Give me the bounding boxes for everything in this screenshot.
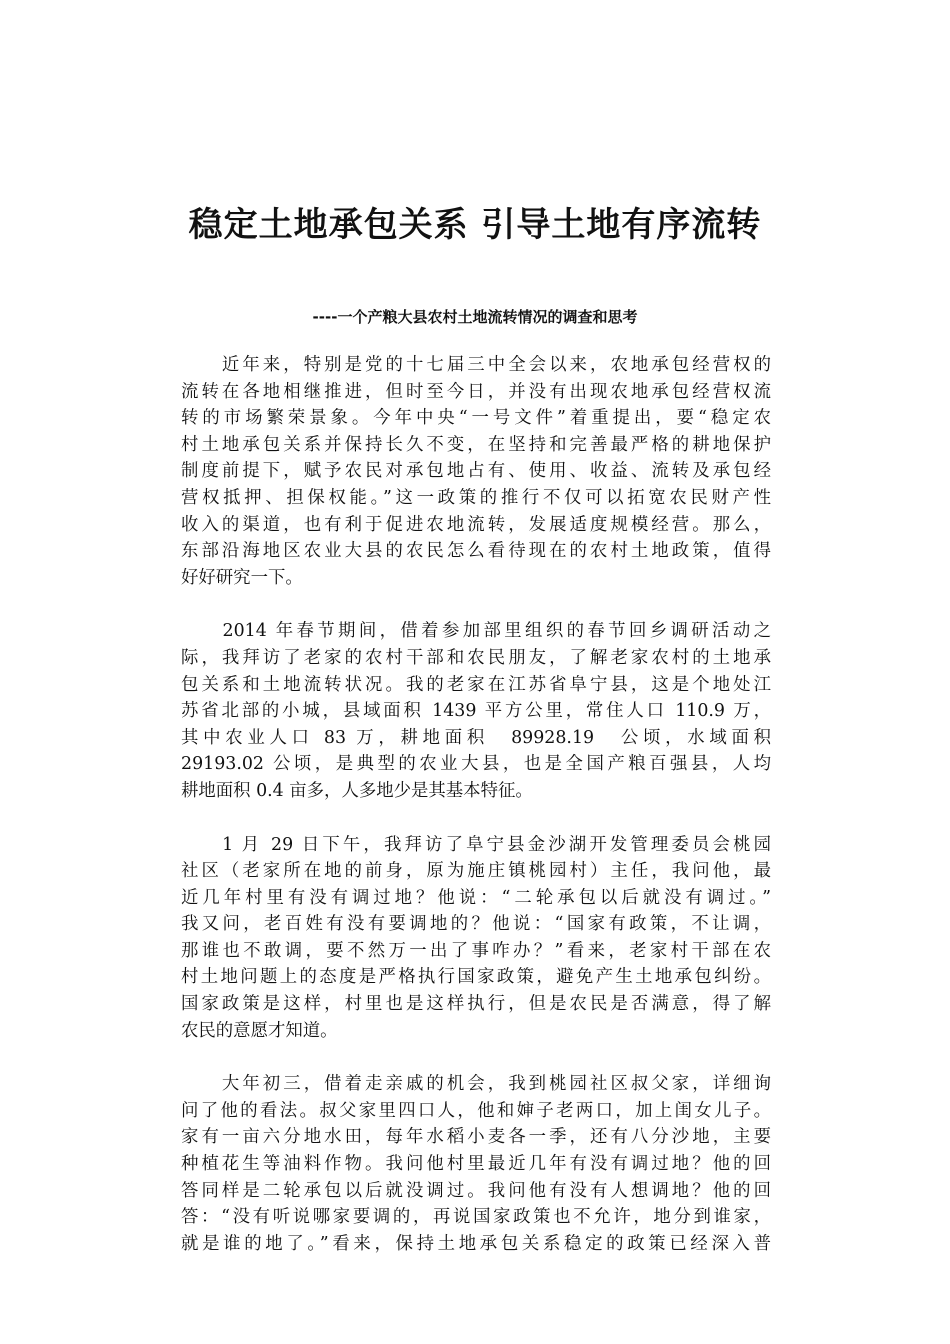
paragraph-line: 其中农业人口 83 万，耕地面积 89928.19 公顷，水域面积	[181, 727, 771, 748]
paragraph-line: 问了他的看法。叔父家里四口人，他和婶子老两口，加上闺女儿子。	[181, 1100, 771, 1121]
paragraph-line: 农民的意愿才知道。	[181, 1020, 338, 1041]
paragraph-line: 国家政策是这样，村里也是这样执行，但是农民是否满意，得了解	[181, 994, 771, 1015]
paragraph	[181, 618, 771, 804]
paragraph-line: 收入的渠道，也有利于促进农地流转，发展适度规模经营。那么，	[181, 514, 771, 535]
paragraph-line: 转的市场繁荣景象。今年中央“一号文件”着重提出，要“稳定农	[181, 408, 771, 429]
paragraph	[181, 1071, 771, 1257]
document-subtitle: ----一个产粮大县农村土地流转情况的调查和思考	[312, 308, 638, 326]
paragraph-line: 答同样是二轮承包以后就没调过。我问他有没有人想调地？他的回	[181, 1180, 771, 1201]
paragraph-line: 村土地承包关系并保持长久不变，在坚持和完善最严格的耕地保护	[181, 434, 771, 455]
paragraph-line: 就是谁的地了。”看来，保持土地承包关系稳定的政策已经深入普	[181, 1233, 771, 1254]
paragraph-line: 村土地问题上的态度是严格执行国家政策，避免产生土地承包纠纷。	[181, 967, 771, 988]
paragraph-line: 苏省北部的小城，县域面积 1439 平方公里，常住人口 110.9 万，	[181, 701, 771, 722]
paragraph-line: 家有一亩六分地水田，每年水稻小麦各一季，还有八分沙地，主要	[181, 1127, 771, 1148]
paragraph-line: 近几年村里有没有调过地？他说：“二轮承包以后就没有调过。”	[181, 887, 771, 908]
paragraph-line: 我又问，老百姓有没有要调地的？他说：“国家有政策，不让调，	[181, 914, 771, 935]
paragraph-line: 1 月 29 日下午，我拜访了阜宁县金沙湖开发管理委员会桃园	[181, 834, 771, 855]
paragraph-line: 际，我拜访了老家的农村干部和农民朋友，了解老家农村的土地承	[181, 647, 771, 668]
paragraph-line: 大年初三，借着走亲戚的机会，我到桃园社区叔父家，详细询	[181, 1074, 771, 1095]
paragraph-line: 耕地面积 0.4 亩多，人多地少是其基本特征。	[181, 780, 533, 801]
paragraph-line: 包关系和土地流转状况。我的老家在江苏省阜宁县，这是个地处江	[181, 674, 771, 695]
paragraph-line: 那谁也不敢调，要不然万一出了事咋办？”看来，老家村干部在农	[181, 940, 771, 961]
paragraph-line: 制度前提下，赋予农民对承包地占有、使用、收益、流转及承包经	[181, 461, 771, 482]
paragraph-line: 社区（老家所在地的前身，原为施庄镇桃园村）主任，我问他，最	[181, 861, 771, 882]
document-title: 稳定土地承包关系 引导土地有序流转	[188, 205, 762, 245]
paragraph-line: 种植花生等油料作物。我问他村里最近几年有没有调过地？他的回	[181, 1154, 771, 1175]
document-body	[181, 352, 771, 1284]
paragraph-line: 2014 年春节期间，借着参加部里组织的春节回乡调研活动之	[181, 621, 771, 642]
paragraph-line: 好好研究一下。	[181, 567, 303, 588]
paragraph-line: 29193.02 公顷，是典型的农业大县，也是全国产粮百强县，人均	[181, 754, 771, 775]
paragraph	[181, 832, 771, 1045]
paragraph-line: 东部沿海地区农业大县的农民怎么看待现在的农村土地政策，值得	[181, 541, 771, 562]
paragraph-line: 近年来，特别是党的十七届三中全会以来，农地承包经营权的	[181, 355, 771, 375]
paragraph-line: 答：“没有听说哪家要调的，再说国家政策也不允许，地分到谁家，	[181, 1207, 771, 1228]
paragraph-line: 营权抵押、担保权能。”这一政策的推行不仅可以拓宽农民财产性	[181, 487, 771, 508]
paragraph	[181, 352, 771, 591]
paragraph-line: 流转在各地相继推进，但时至今日，并没有出现农地承包经营权流	[181, 381, 771, 402]
